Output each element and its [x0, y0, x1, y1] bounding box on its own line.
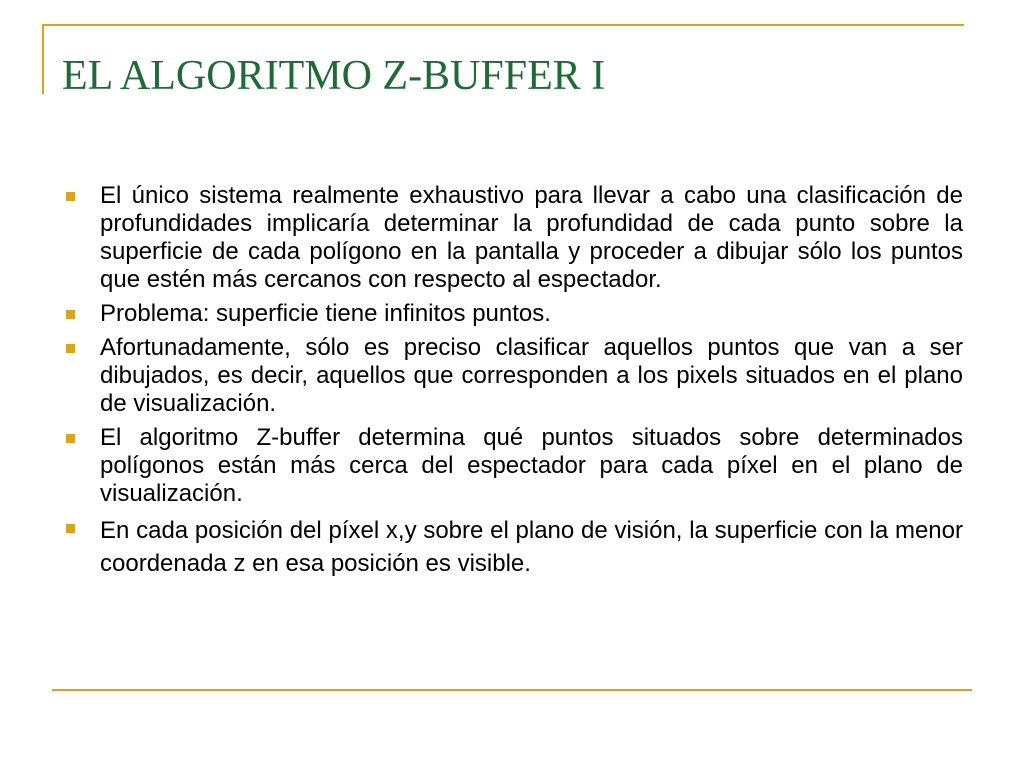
slide-title: EL ALGORITMO Z-BUFFER I	[62, 53, 606, 99]
square-bullet-icon	[66, 310, 75, 319]
bullet-item	[66, 182, 963, 294]
square-bullet-icon	[66, 344, 75, 353]
bullet-text: El único sistema realmente exhaustivo para llevar a cabo una clasificación de profundidades implicaría determinar la profundidad de cada punto sobre la superficie de cada polígono en la pantalla y proceder a dibujar sólo los puntos que estén más cercanos con respecto al espectador.	[100, 182, 963, 293]
frame-bottom-rule	[52, 689, 972, 691]
frame-top-rule	[42, 24, 964, 26]
bullet-text: Afortunadamente, sólo es preciso clasificar aquellos puntos que van a ser dibujados, es decir, aquellos que corresponden a los pixels situados en el plano de visualización.	[100, 334, 963, 417]
square-bullet-icon	[66, 434, 75, 443]
bullet-text: Problema: superficie tiene infinitos puntos.	[100, 300, 551, 327]
bullet-text: En cada posición del píxel x,y sobre el plano de visión, la superficie con la menor coordenada z en esa posición es visible.	[100, 517, 963, 577]
bullet-list	[66, 182, 963, 586]
square-bullet-icon	[66, 192, 75, 201]
square-bullet-icon	[66, 524, 75, 533]
bullet-item	[66, 300, 963, 328]
frame-left-rule	[42, 24, 44, 94]
bullet-item	[66, 334, 963, 418]
bullet-item	[66, 424, 963, 508]
bullet-text: El algoritmo Z-buffer determina qué puntos situados sobre determinados polígonos están más cerca del espectador para cada píxel en el plano de visualización.	[100, 424, 963, 507]
bullet-item	[66, 514, 963, 580]
